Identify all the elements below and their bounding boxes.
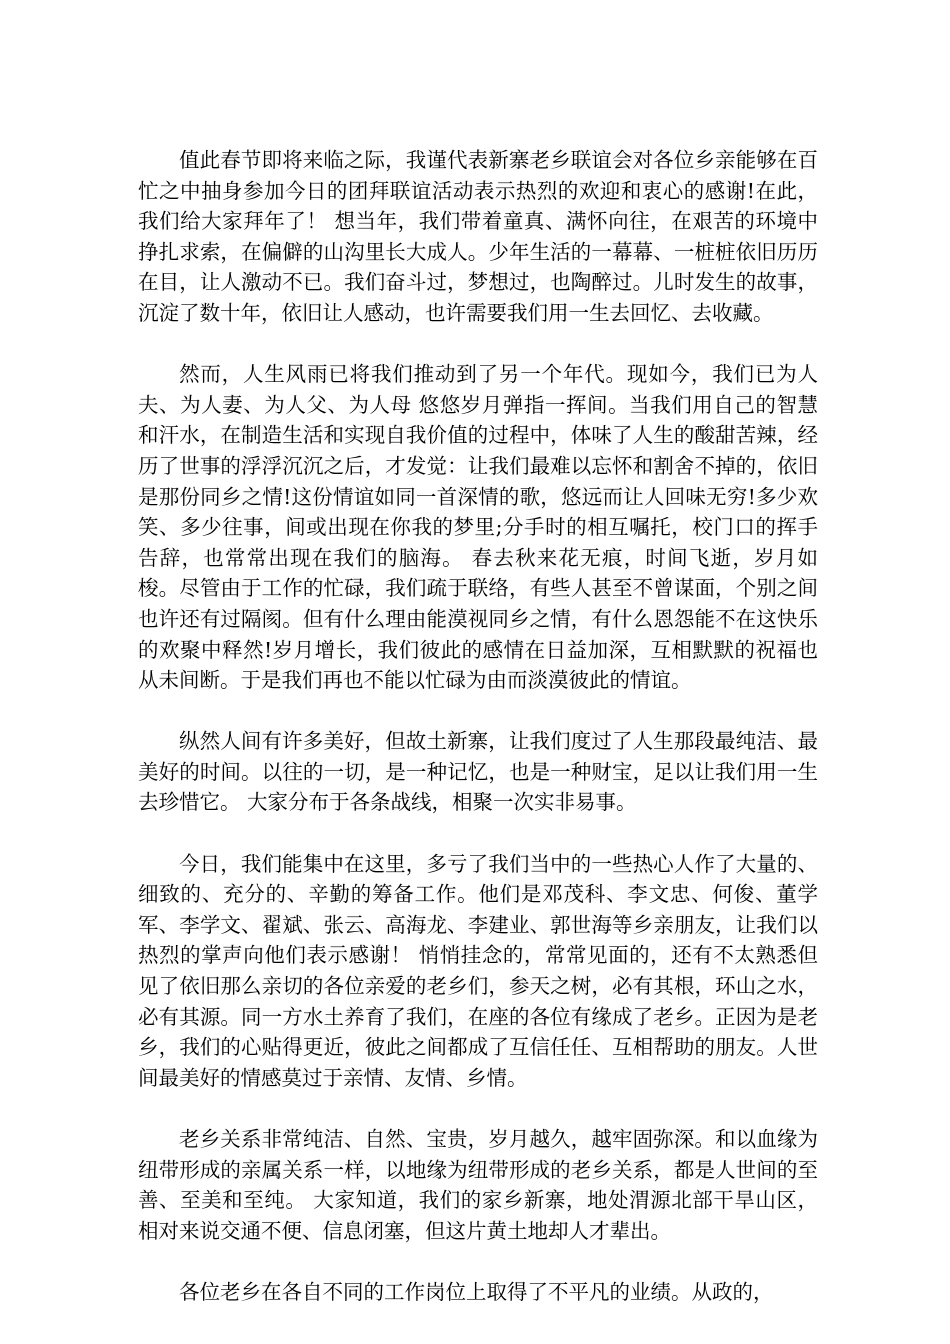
paragraph-4: 今日，我们能集中在这里，多亏了我们当中的一些热心人作了大量的、细致的、充分的、辛勤的筹备工作。他们是邓茂科、李文忠、何俊、董学军、李学文、翟斌、张云、高海龙、李建业、郭世海等乡亲朋友，让我们以热烈的掌声向他们表示感谢！ 悄悄挂念的，常常见面的，还有不太熟悉但见了依旧那么亲切的各位亲爱的老乡们，参天之树，必有其根，环山之水，必有其源。同一方水土养育了我们，在座的各位有缘成了老乡。正因为是老乡，我们的心贴得更近，彼此之间都成了互信任任、互相帮助的朋友。人世间最美好的情感莫过于亲情、友情、乡情。 <box>138 851 818 1090</box>
paragraph-1: 值此春节即将来临之际，我谨代表新寨老乡联谊会对各位乡亲能够在百忙之中抽身参加今日的团拜联谊活动表示热烈的欢迎和衷心的感谢!在此，我们给大家拜年了！ 想当年，我们带着童真、满怀向往，在艰苦的环境中挣扎求索，在偏僻的山沟里长大成人。少年生活的一幕幕、一桩桩依旧历历在目，让人激动不已。我们奋斗过，梦想过，也陶醉过。儿时发生的故事，沉淀了数十年，依旧让人感动，也许需要我们用一生去回忆、去收藏。 <box>138 148 818 325</box>
paragraph-5: 老乡关系非常纯洁、自然、宝贵，岁月越久，越牢固弥深。和以血缘为纽带形成的亲属关系一样，以地缘为纽带形成的老乡关系，都是人世间的至善、至美和至纯。 大家知道，我们的家乡新寨，地处渭源北部干旱山区，相对来说交通不便、信息闭塞，但这片黄土地却人才辈出。 <box>138 1127 818 1243</box>
paragraph-6: 各位老乡在各自不同的工作岗位上取得了不平凡的业绩。从政的， <box>179 1279 774 1304</box>
paragraph-3: 纵然人间有许多美好，但故土新寨，让我们度过了人生那段最纯洁、最美好的时间。以往的一切，是一种记忆，也是一种财宝，足以让我们用一生去珍惜它。 大家分布于各条战线，相聚一次实非易事。 <box>138 729 818 815</box>
paragraph-2: 然而，人生风雨已将我们推动到了另一个年代。现如今，我们已为人夫、为人妻、为人父、为人母 悠悠岁月弹指一挥间。当我们用自己的智慧和汗水，在制造生活和实现自我价值的过程中，体味了人生的酸甜苦辣，经历了世事的浮浮沉沉之后，才发觉：让我们最难以忘怀和割舍不掉的，依旧是那份同乡之情!这份情谊如同一首深情的歌，悠远而让人回味无穷!多少欢笑、多少往事，间或出现在你我的梦里;分手时的相互嘱托，校门口的挥手告辞，也常常出现在我们的脑海。 春去秋来花无痕，时间飞逝，岁月如梭。尽管由于工作的忙碌，我们疏于联络，有些人甚至不曾谋面，个别之间也许还有过隔阂。但有什么理由能漠视同乡之情，有什么恩怨能不在这快乐的欢聚中释然!岁月增长，我们彼此的感情在日益加深，互相默默的祝福也从未间断。于是我们再也不能以忙碌为由而淡漠彼此的情谊。 <box>138 362 818 693</box>
document-body <box>138 145 818 1338</box>
